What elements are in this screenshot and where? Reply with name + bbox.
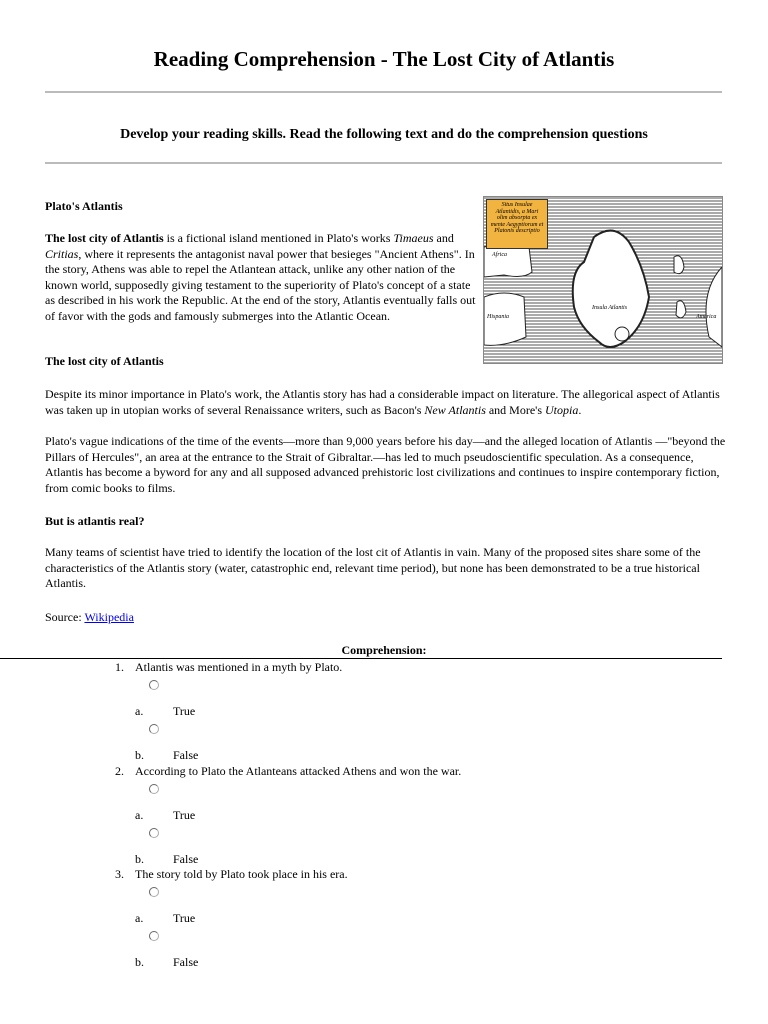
answer-radio[interactable] bbox=[149, 724, 159, 734]
question-text: According to Plato the Atlanteans attacked Athens and won the war. bbox=[135, 763, 462, 778]
italic-title: New Atlantis bbox=[424, 402, 486, 417]
option-label: True bbox=[173, 911, 196, 925]
page-title: Reading Comprehension - The Lost City of Atlantis bbox=[153, 47, 615, 71]
source-line bbox=[45, 610, 134, 626]
option-letter: b. bbox=[135, 955, 144, 969]
divider bbox=[0, 658, 722, 659]
bold-lead: The lost city of Atlantis bbox=[45, 231, 164, 245]
section-heading: But is atlantis real? bbox=[45, 514, 145, 528]
section-heading: Plato's Atlantis bbox=[45, 199, 123, 213]
question-number: 1. bbox=[115, 660, 124, 674]
option-letter: a. bbox=[135, 807, 144, 822]
option-letter: b. bbox=[135, 851, 144, 866]
paragraph: Plato's vague indications of the time of the events—more than 9,000 years before his day—and the alleged location of Atlantis —"beyond the Pillars of Hercules", an area at the entrance to the Strait of Gibraltar.—has led to much pseudoscientific speculation. As a consequence, Atlantis has become a byword for any and all supposed advanced prehistoric lost civilizations and continues to inspire contemporary fiction, from comic books to films. bbox=[45, 434, 726, 495]
intro-paragraph bbox=[45, 231, 477, 324]
italic-title: Timaeus bbox=[393, 231, 434, 245]
atlantis-map-image bbox=[483, 196, 723, 364]
option-label: False bbox=[173, 851, 199, 866]
text: is a fictional island mentioned in Plato's works bbox=[163, 231, 394, 245]
italic-title: Utopia bbox=[545, 402, 579, 417]
question-item bbox=[0, 660, 722, 764]
map-label: Insula Atlantis bbox=[592, 305, 628, 311]
subtitle: Develop your reading skills. Read the following text and do the comprehension questions bbox=[120, 127, 648, 142]
option-label: False bbox=[173, 955, 199, 969]
question-item bbox=[0, 867, 722, 971]
paragraph: Many teams of scientist have tried to identify the location of the lost cit of Atlantis in vain. Many of the proposed sites share some of the characteristics of the Atlantis story (water, catastrophic end, relevant time period), but none has been demonstrated to be a true historical Atlantis. bbox=[45, 545, 701, 590]
map-label: America bbox=[696, 314, 717, 320]
map-label: Hispania bbox=[487, 314, 510, 320]
option-letter: b. bbox=[135, 748, 144, 762]
answer-radio[interactable] bbox=[149, 828, 159, 838]
question-text: The story told by Plato took place in his era. bbox=[135, 867, 348, 881]
text: . bbox=[578, 402, 582, 417]
italic-title: Critias bbox=[45, 246, 79, 261]
option-label: True bbox=[173, 807, 196, 822]
answer-radio[interactable] bbox=[149, 784, 159, 794]
answer-radio[interactable] bbox=[149, 680, 159, 690]
section-heading: The lost city of Atlantis bbox=[45, 354, 164, 368]
paragraph bbox=[45, 387, 725, 418]
text: and bbox=[433, 231, 454, 245]
answer-radio[interactable] bbox=[149, 887, 159, 897]
divider bbox=[45, 91, 722, 93]
source-label: Source: bbox=[45, 610, 85, 624]
option-label: True bbox=[173, 704, 196, 718]
question-number: 2. bbox=[115, 763, 124, 778]
option-label: False bbox=[173, 748, 199, 762]
comprehension-heading: Comprehension: bbox=[341, 643, 427, 657]
option-letter: a. bbox=[135, 911, 144, 925]
text: and More's bbox=[485, 402, 546, 417]
wikipedia-link[interactable]: Wikipedia bbox=[84, 610, 134, 624]
divider bbox=[45, 162, 722, 164]
option-letter: a. bbox=[135, 704, 144, 718]
text: , where it represents the antagonist naval power that besieges "Ancient Athens". In the story, Athens was able to repel the Atlantean attack, unlike any other nation of the known world, supposedly giving testament to the superiority of Plato's concept of a state as described in his work the Republic. At the end of the story, Atlantis eventually falls out of favor with the gods and famously submerges into the Atlantic Ocean. bbox=[45, 246, 476, 323]
question-number: 3. bbox=[115, 867, 124, 881]
text: Despite its minor importance in Plato's work, the Atlantis story has had a considerable impact on literature. The allegorical aspect of Atlantis was taken up in utopian works of several Renaissance writers, such as Bacon's bbox=[45, 387, 720, 417]
answer-radio[interactable] bbox=[149, 931, 159, 941]
map-label: Africa bbox=[492, 252, 507, 258]
question-text: Atlantis was mentioned in a myth by Plato. bbox=[135, 660, 343, 674]
map-cartouche: Situs Insulae Atlantidis, a Mari olim absorpta ex mente Aegyptiorum et Platonis descriptio bbox=[486, 199, 548, 249]
question-item bbox=[0, 764, 722, 868]
